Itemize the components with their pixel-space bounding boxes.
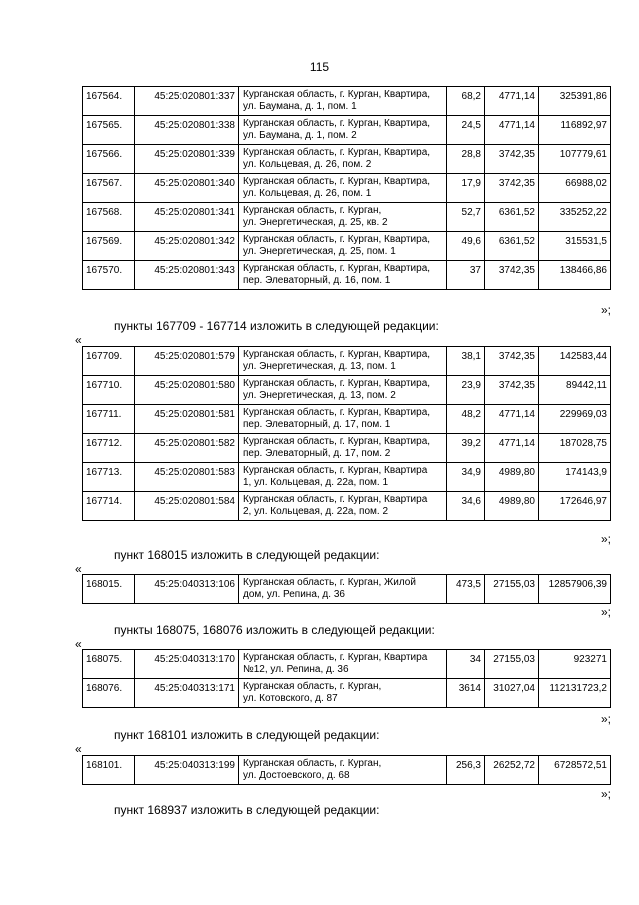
address-line-1: Курганская область, г. Курган, Квартира,: [243, 234, 431, 245]
address: [239, 347, 447, 376]
address: [239, 650, 447, 679]
cadastral-number: 45:25:020801:342: [135, 232, 239, 261]
unit-value: 6361,52: [485, 232, 539, 261]
unit-value: 4989,80: [485, 463, 539, 492]
table-row: [83, 492, 611, 521]
area: 37: [447, 261, 485, 290]
row-number: 168101.: [83, 756, 135, 785]
address: [239, 405, 447, 434]
amendment-instruction: пункты 168075, 168076 изложить в следующей редакции:: [114, 623, 435, 637]
row-number: 167712.: [83, 434, 135, 463]
area: 256,3: [447, 756, 485, 785]
cadastral-value: 172646,97: [539, 492, 611, 521]
amendment-instruction: пункт 168101 изложить в следующей редакции:: [114, 728, 380, 742]
cadastral-number: 45:25:020801:584: [135, 492, 239, 521]
closing-quote: »;: [600, 787, 611, 801]
cadastral-number: 45:25:040313:199: [135, 756, 239, 785]
address: [239, 174, 447, 203]
table-row: [83, 145, 611, 174]
row-number: 167711.: [83, 405, 135, 434]
address-line-1: Курганская область, г. Курган,: [243, 681, 382, 692]
table-row: [83, 87, 611, 116]
cadastral-number: 45:25:020801:338: [135, 116, 239, 145]
address: [239, 463, 447, 492]
address: [239, 116, 447, 145]
row-number: 167714.: [83, 492, 135, 521]
address-line-1: Курганская область, г. Курган, Квартира,: [243, 407, 431, 418]
amendment-instruction: пункты 167709 - 167714 изложить в следующей редакции:: [114, 319, 439, 333]
table-row: [83, 376, 611, 405]
address: [239, 232, 447, 261]
unit-value: 4771,14: [485, 434, 539, 463]
area: 68,2: [447, 87, 485, 116]
address: [239, 434, 447, 463]
table-row: [83, 261, 611, 290]
address-line-1: Курганская область, г. Курган,: [243, 205, 382, 216]
row-number: 167568.: [83, 203, 135, 232]
cadastral-number: 45:25:020801:583: [135, 463, 239, 492]
table-row: [83, 650, 611, 679]
row-number: 167570.: [83, 261, 135, 290]
address-line-2: 1, ул. Кольцевая, д. 22а, пом. 1: [243, 477, 389, 488]
address-line-2: ул. Достоевского, д. 68: [243, 770, 350, 781]
address-line-1: Курганская область, г. Курган, Квартира,: [243, 147, 431, 158]
cadastral-value: 116892,97: [539, 116, 611, 145]
address: [239, 575, 447, 604]
unit-value: 3742,35: [485, 174, 539, 203]
cadastral-number: 45:25:040313:171: [135, 679, 239, 708]
address: [239, 145, 447, 174]
address-line-2: пер. Элеваторный, д. 17, пом. 1: [243, 419, 391, 430]
area: 49,6: [447, 232, 485, 261]
address: [239, 679, 447, 708]
address-line-1: Курганская область, г. Курган, Квартира,: [243, 349, 431, 360]
cadastral-number: 45:25:020801:582: [135, 434, 239, 463]
cadastral-number: 45:25:040313:106: [135, 575, 239, 604]
table-row: [83, 756, 611, 785]
row-number: 167713.: [83, 463, 135, 492]
area: 23,9: [447, 376, 485, 405]
cadastral-number: 45:25:020801:337: [135, 87, 239, 116]
address: [239, 756, 447, 785]
cadastral-value: 66988,02: [539, 174, 611, 203]
cadastral-value: 107779,61: [539, 145, 611, 174]
row-number: 167564.: [83, 87, 135, 116]
address-line-2: дом, ул. Репина, д. 36: [243, 589, 345, 600]
cadastral-value: 12857906,39: [539, 575, 611, 604]
cadastral-number: 45:25:020801:340: [135, 174, 239, 203]
opening-quote: «: [75, 333, 82, 347]
address-line-2: ул. Баумана, д. 1, пом. 1: [243, 101, 357, 112]
cadastral-value: 335252,22: [539, 203, 611, 232]
address: [239, 376, 447, 405]
address-line-1: Курганская область, г. Курган, Квартира,: [243, 263, 431, 274]
table-row: [83, 203, 611, 232]
unit-value: 4989,80: [485, 492, 539, 521]
address-line-2: ул. Энергетическая, д. 25, кв. 2: [243, 217, 388, 228]
address-line-2: №12, ул. Репина, д. 36: [243, 664, 349, 675]
area: 52,7: [447, 203, 485, 232]
area: 34: [447, 650, 485, 679]
address: [239, 261, 447, 290]
unit-value: 26252,72: [485, 756, 539, 785]
unit-value: 3742,35: [485, 145, 539, 174]
row-number: 167710.: [83, 376, 135, 405]
cadastral-value: 89442,11: [539, 376, 611, 405]
cadastral-number: 45:25:020801:580: [135, 376, 239, 405]
table-row: [83, 347, 611, 376]
table-row: [83, 463, 611, 492]
register-table: [82, 649, 611, 708]
cadastral-number: 45:25:020801:343: [135, 261, 239, 290]
table-row: [83, 405, 611, 434]
address-line-1: Курганская область, г. Курган, Квартира: [243, 465, 428, 476]
address-line-2: ул. Энергетическая, д. 13, пом. 1: [243, 361, 396, 372]
cadastral-number: 45:25:040313:170: [135, 650, 239, 679]
address-line-2: пер. Элеваторный, д. 16, пом. 1: [243, 275, 391, 286]
amendment-instruction: пункт 168015 изложить в следующей редакции:: [114, 548, 380, 562]
address-line-1: Курганская область, г. Курган,: [243, 758, 382, 769]
opening-quote: «: [75, 742, 82, 756]
register-table: [82, 755, 611, 785]
address-line-2: ул. Баумана, д. 1, пом. 2: [243, 130, 357, 141]
closing-quote: »;: [600, 532, 611, 546]
table-row: [83, 434, 611, 463]
cadastral-value: 174143,9: [539, 463, 611, 492]
address-line-2: ул. Кольцевая, д. 26, пом. 2: [243, 159, 372, 170]
area: 34,6: [447, 492, 485, 521]
unit-value: 3742,35: [485, 376, 539, 405]
table-row: [83, 174, 611, 203]
unit-value: 6361,52: [485, 203, 539, 232]
closing-quote: »;: [600, 303, 611, 317]
address-line-2: 2, ул. Кольцевая, д. 22а, пом. 2: [243, 506, 389, 517]
row-number: 168075.: [83, 650, 135, 679]
area: 473,5: [447, 575, 485, 604]
register-table: [82, 86, 611, 290]
unit-value: 4771,14: [485, 116, 539, 145]
row-number: 167709.: [83, 347, 135, 376]
amendment-instruction: пункт 168937 изложить в следующей редакции:: [114, 803, 380, 817]
register-table: [82, 574, 611, 604]
cadastral-number: 45:25:020801:339: [135, 145, 239, 174]
address-line-2: ул. Энергетическая, д. 13, пом. 2: [243, 390, 396, 401]
address-line-1: Курганская область, г. Курган, Квартира: [243, 494, 428, 505]
register-table: [82, 346, 611, 521]
cadastral-value: 142583,44: [539, 347, 611, 376]
cadastral-value: 325391,86: [539, 87, 611, 116]
address-line-1: Курганская область, г. Курган, Квартира,: [243, 378, 431, 389]
area: 17,9: [447, 174, 485, 203]
cadastral-value: 112131723,2: [539, 679, 611, 708]
row-number: 167569.: [83, 232, 135, 261]
area: 38,1: [447, 347, 485, 376]
opening-quote: «: [75, 562, 82, 576]
cadastral-value: 315531,5: [539, 232, 611, 261]
unit-value: 4771,14: [485, 405, 539, 434]
address-line-1: Курганская область, г. Курган, Квартира: [243, 652, 428, 663]
address-line-2: пер. Элеваторный, д. 17, пом. 2: [243, 448, 391, 459]
address-line-1: Курганская область, г. Курган, Квартира,: [243, 436, 431, 447]
page-number: 115: [309, 60, 330, 74]
address-line-2: ул. Котовского, д. 87: [243, 693, 338, 704]
area: 34,9: [447, 463, 485, 492]
row-number: 167566.: [83, 145, 135, 174]
unit-value: 4771,14: [485, 87, 539, 116]
address-line-1: Курганская область, г. Курган, Жилой: [243, 577, 416, 588]
area: 39,2: [447, 434, 485, 463]
table-row: [83, 575, 611, 604]
unit-value: 3742,35: [485, 261, 539, 290]
table-row: [83, 679, 611, 708]
row-number: 167567.: [83, 174, 135, 203]
unit-value: 27155,03: [485, 650, 539, 679]
area: 48,2: [447, 405, 485, 434]
closing-quote: »;: [600, 712, 611, 726]
address-line-2: ул. Энергетическая, д. 25, пом. 1: [243, 246, 396, 257]
address: [239, 203, 447, 232]
unit-value: 3742,35: [485, 347, 539, 376]
opening-quote: «: [75, 637, 82, 651]
cadastral-value: 138466,86: [539, 261, 611, 290]
address: [239, 492, 447, 521]
address-line-1: Курганская область, г. Курган, Квартира,: [243, 89, 431, 100]
closing-quote: »;: [600, 605, 611, 619]
area: 3614: [447, 679, 485, 708]
row-number: 167565.: [83, 116, 135, 145]
address-line-2: ул. Кольцевая, д. 26, пом. 1: [243, 188, 372, 199]
table-row: [83, 232, 611, 261]
unit-value: 31027,04: [485, 679, 539, 708]
row-number: 168076.: [83, 679, 135, 708]
address-line-1: Курганская область, г. Курган, Квартира,: [243, 118, 431, 129]
cadastral-number: 45:25:020801:341: [135, 203, 239, 232]
cadastral-number: 45:25:020801:579: [135, 347, 239, 376]
address: [239, 87, 447, 116]
address-line-1: Курганская область, г. Курган, Квартира,: [243, 176, 431, 187]
unit-value: 27155,03: [485, 575, 539, 604]
row-number: 168015.: [83, 575, 135, 604]
area: 28,8: [447, 145, 485, 174]
cadastral-value: 923271: [539, 650, 611, 679]
cadastral-value: 6728572,51: [539, 756, 611, 785]
area: 24,5: [447, 116, 485, 145]
table-row: [83, 116, 611, 145]
cadastral-number: 45:25:020801:581: [135, 405, 239, 434]
cadastral-value: 229969,03: [539, 405, 611, 434]
cadastral-value: 187028,75: [539, 434, 611, 463]
